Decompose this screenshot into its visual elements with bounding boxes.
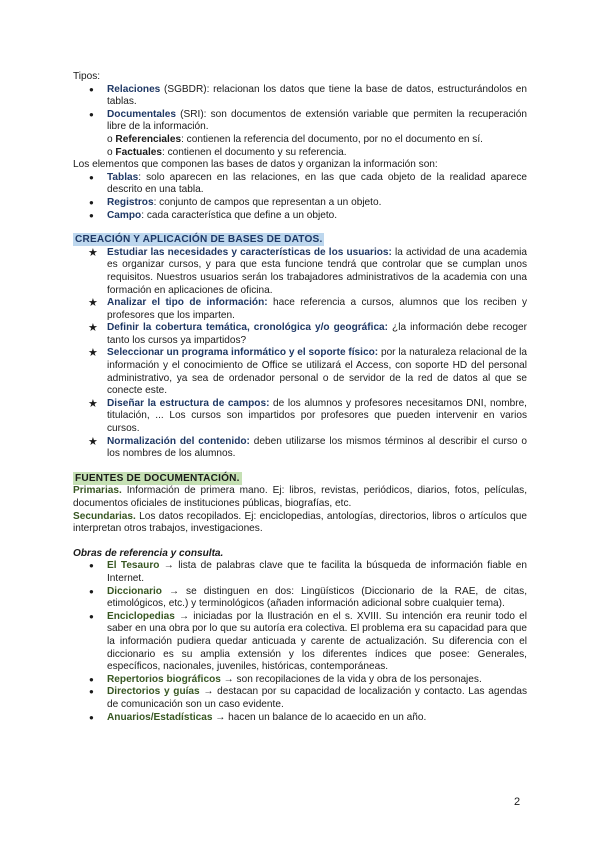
obras-heading: Obras de referencia y consulta.	[73, 547, 224, 559]
page-content	[73, 71, 527, 724]
primarias-paragraph: Primarias. Información de primera mano. Ej: libros, revistas, periódicos, diarios, fotos, películas, documentos oficiales de instituciones públicas, biografías, etc.	[73, 485, 527, 509]
fuentes-heading: FUENTES DE DOCUMENTACIÓN.	[75, 472, 240, 484]
list-item: ● Relaciones (SGBDR): relacionan los datos que tiene la base de datos, estructurándolos en tablas.	[73, 84, 527, 109]
list-item: ● Campo: cada característica que define a un objeto.	[73, 210, 527, 223]
list-item: ★ Seleccionar un programa informático y el soporte físico: por la naturaleza relacional de la información y el conocimiento de Office se utilizará el Access, con soporte HD del personal administrativo, ya sea de ordenador personal o de servidor de la red de datos al que se conecte este.	[73, 347, 527, 397]
list-item: ● Enciclopedias → iniciadas por la Ilustración en el s. XVIII. Su intención era reunir todo el saber en una obra por lo que su autoría era colectiva. El problema era su capacidad para que la información pudiera quedar anticuada y carente de actualización. Su diferencia con el diccionario es su amplia extensión y los diferentes índices que posee: Generales, específicos, nacionales, juveniles, históricas, contemporáneas.	[73, 611, 527, 674]
page-number: 2	[514, 796, 521, 808]
sub-item: o Referenciales: contienen la referencia del documento, por no el documento en sí.	[107, 133, 483, 145]
list-item: ● Repertorios biográficos → son recopilaciones de la vida y obra de los personajes.	[73, 674, 527, 687]
list-item: ● Tablas: solo aparecen en las relaciones, en las que cada objeto de la realidad aparece descrito en una tabla.	[73, 172, 527, 197]
sub-item: o Factuales: contienen el documento y su referencia.	[107, 146, 347, 158]
elementos-intro: Los elementos que componen las bases de datos y organizan la información son:	[73, 159, 438, 171]
obras-list	[73, 560, 527, 724]
list-item: ★ Analizar el tipo de información: hace referencia a cursos, alumnos que los reciben y profesores que los imparten.	[73, 297, 527, 322]
list-item: ● Documentales (SRI): son documentos de extensión variable que permiten la recuperación libre de la información.	[73, 109, 527, 134]
creacion-heading: CREACIÓN Y APLICACIÓN DE BASES DE DATOS.	[75, 234, 323, 246]
tipos-list	[73, 84, 527, 134]
list-item: ● Directorios y guías → destacan por su capacidad de localización y contacto. Las agendas de comunicación son un caso evidente.	[73, 686, 527, 711]
list-item: ● El Tesauro → lista de palabras clave que te facilita la búsqueda de información fiable en Internet.	[73, 560, 527, 585]
list-item: ★ Normalización del contenido: deben utilizarse los mismos términos al describir el curso o los nombres de los alumnos.	[73, 436, 527, 461]
list-item: ★ Diseñar la estructura de campos: de los alumnos y profesores necesitamos DNI, nombre, titulación, ... Los cursos son impartidos por profesores que pueden intervenir en varios cursos.	[73, 398, 527, 436]
list-item: ★ Estudiar las necesidades y características de los usuarios: la actividad de una academia es organizar cursos, y para que esta funcione tendrá que controlar que se cumplan unos requisitos. Nuestros usuarios serán los trabajadores administrativos de la academia con una formación en aplicaciones de oficina.	[73, 247, 527, 297]
secundarias-paragraph: Secundarias. Los datos recopilados. Ej: enciclopedias, antologías, directorios, libros o artículos que interpretan otros trabajos, investigaciones.	[73, 510, 527, 535]
list-item: ● Diccionario → se distinguen en dos: Lingüísticos (Diccionario de la RAE, de citas, etimológicos, etc.) y terminológicos (añaden información adicional sobre cualquier tema).	[73, 586, 527, 611]
elementos-list	[73, 172, 527, 222]
list-item: ★ Definir la cobertura temática, cronológica y/o geográfica: ¿la información debe recoger tanto los cursos ya impartidos?	[73, 322, 527, 347]
list-item: ● Anuarios/Estadísticas → hacen un balance de lo acaecido en un año.	[73, 712, 527, 725]
list-item: ● Registros: conjunto de campos que representan a un objeto.	[73, 197, 527, 210]
tipos-heading: Tipos:	[73, 71, 101, 82]
creacion-list	[73, 247, 527, 461]
